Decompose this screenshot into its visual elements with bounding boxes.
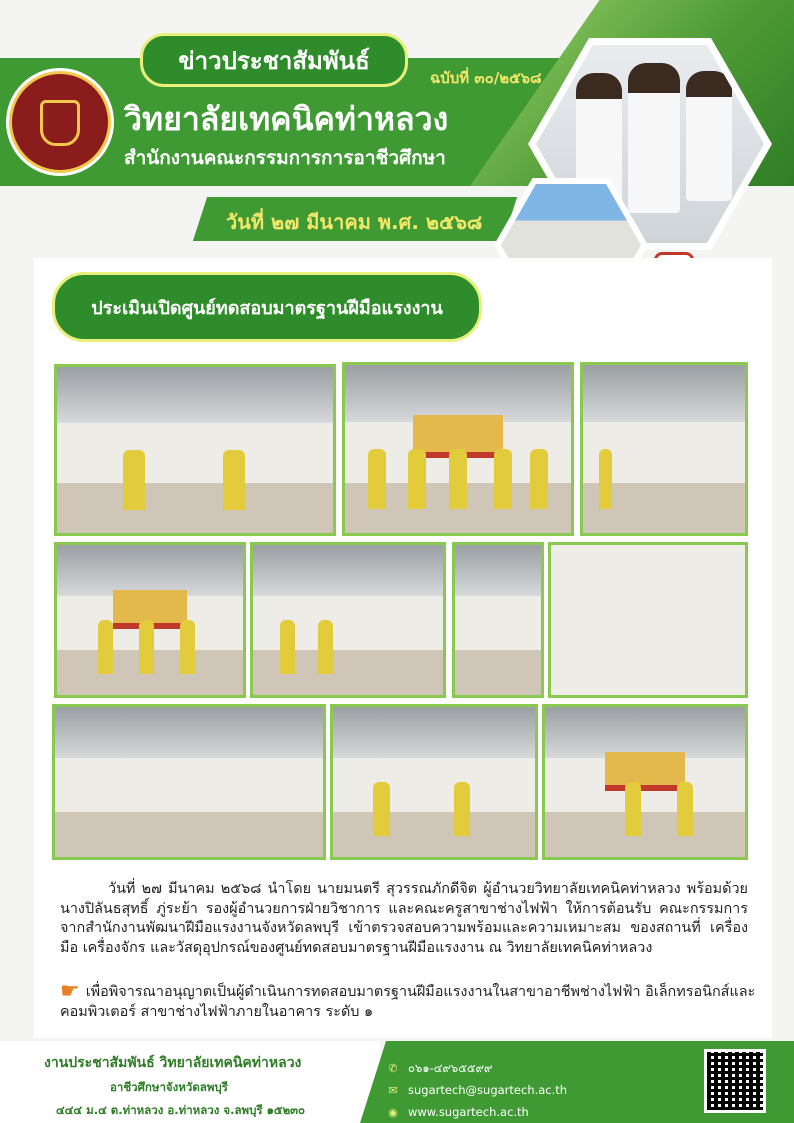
- photo-classroom-1: [580, 362, 748, 536]
- footer-address: ๔๔๔ ม.๔ ต.ท่าหลวง อ.ท่าหลวง จ.ลพบุรี ๑๕๒๓๐: [56, 1103, 306, 1117]
- globe-icon: ◉: [388, 1106, 398, 1119]
- footer-info: [0, 1041, 380, 1123]
- qr-code-icon[interactable]: [704, 1049, 766, 1113]
- news-date: วันที่ ๒๗ มีนาคม พ.ศ. ๒๕๖๘: [226, 210, 483, 234]
- contact-phone: ✆ ๐๖๑-๔๙๖๕๕๙๙: [386, 1060, 492, 1078]
- footer-province: อาชีวศึกษาจังหวัดลพบุรี: [110, 1080, 228, 1094]
- purpose-point: [60, 979, 760, 1022]
- photo-meeting-room: [330, 704, 538, 860]
- news-paragraph-text: วันที่ ๒๗ มีนาคม ๒๕๖๘ นำโดย นายมนตรี สุวรรณภักดีจิต ผู้อำนวยวิทยาลัยเทคนิคท่าหลวง พร้อมด้วยนางปิลันธสุทธิ์ ภู่ระย้า รองผู้อำนวยการฝ่ายวิชาการ และคณะครูสาขาช่างไฟฟ้า ให้การต้อนรับ คณะกรรมการจากสำนักงานพัฒนาฝีมือแรงงานจังหวัดลพบุรี เข้าตรวจสอบความพร้อมและความเหมาะสม ของสถานที่ เครื่องมือ เครื่องจักร และวัสดุอุปกรณ์ของศูนย์ทดสอบมาตรฐานฝีมือแรงงาน ณ วิทยาลัยเทคนิคท่าหลวง: [60, 881, 748, 956]
- purpose-text: เพื่อพิจารณาอนุญาตเป็นผู้ดำเนินการทดสอบมาตรฐานฝีมือแรงงานในสาขาอาชีพช่างไฟฟ้า อิเล็กทรอนิกส์และคอมพิวเตอร์ สาขาช่างไฟฟ้าภายในอาคาร ระดับ ๑: [60, 984, 756, 1020]
- issue-number: ฉบับที่ ๓๐/๒๕๖๘: [430, 69, 542, 87]
- pointing-hand-icon: ☛: [60, 979, 80, 1004]
- college-name: วิทยาลัยเทคนิคท่าหลวง: [124, 100, 449, 138]
- photo-first-aid: [548, 542, 748, 698]
- contact-email[interactable]: ✉ sugartech@sugartech.ac.th: [386, 1083, 567, 1097]
- photo-group-welcome: [342, 362, 574, 536]
- person-figure: [686, 71, 732, 201]
- news-paragraph: [60, 880, 748, 958]
- mail-icon: ✉: [388, 1084, 398, 1097]
- contact-website[interactable]: ◉ www.sugartech.ac.th: [386, 1105, 529, 1119]
- photo-inspection: [250, 542, 446, 698]
- photo-equipment: [452, 542, 544, 698]
- footer-unit: งานประชาสัมพันธ์ วิทยาลัยเทคนิคท่าหลวง: [44, 1055, 302, 1071]
- photo-workshop-1: [54, 364, 336, 536]
- office-name: สำนักงานคณะกรรมการการอาชีวศึกษา: [124, 147, 446, 169]
- photo-classroom-2: [52, 704, 326, 860]
- college-emblem-icon: [6, 68, 114, 176]
- person-figure: [628, 63, 680, 213]
- topic-title: ประเมินเปิดศูนย์ทดสอบมาตรฐานฝีมือแรงงาน: [52, 272, 482, 342]
- phone-icon: ✆: [388, 1062, 398, 1075]
- photo-workshop-2: [542, 704, 748, 860]
- photo-group-test-center: [54, 542, 246, 698]
- news-badge: ข่าวประชาสัมพันธ์: [140, 33, 408, 87]
